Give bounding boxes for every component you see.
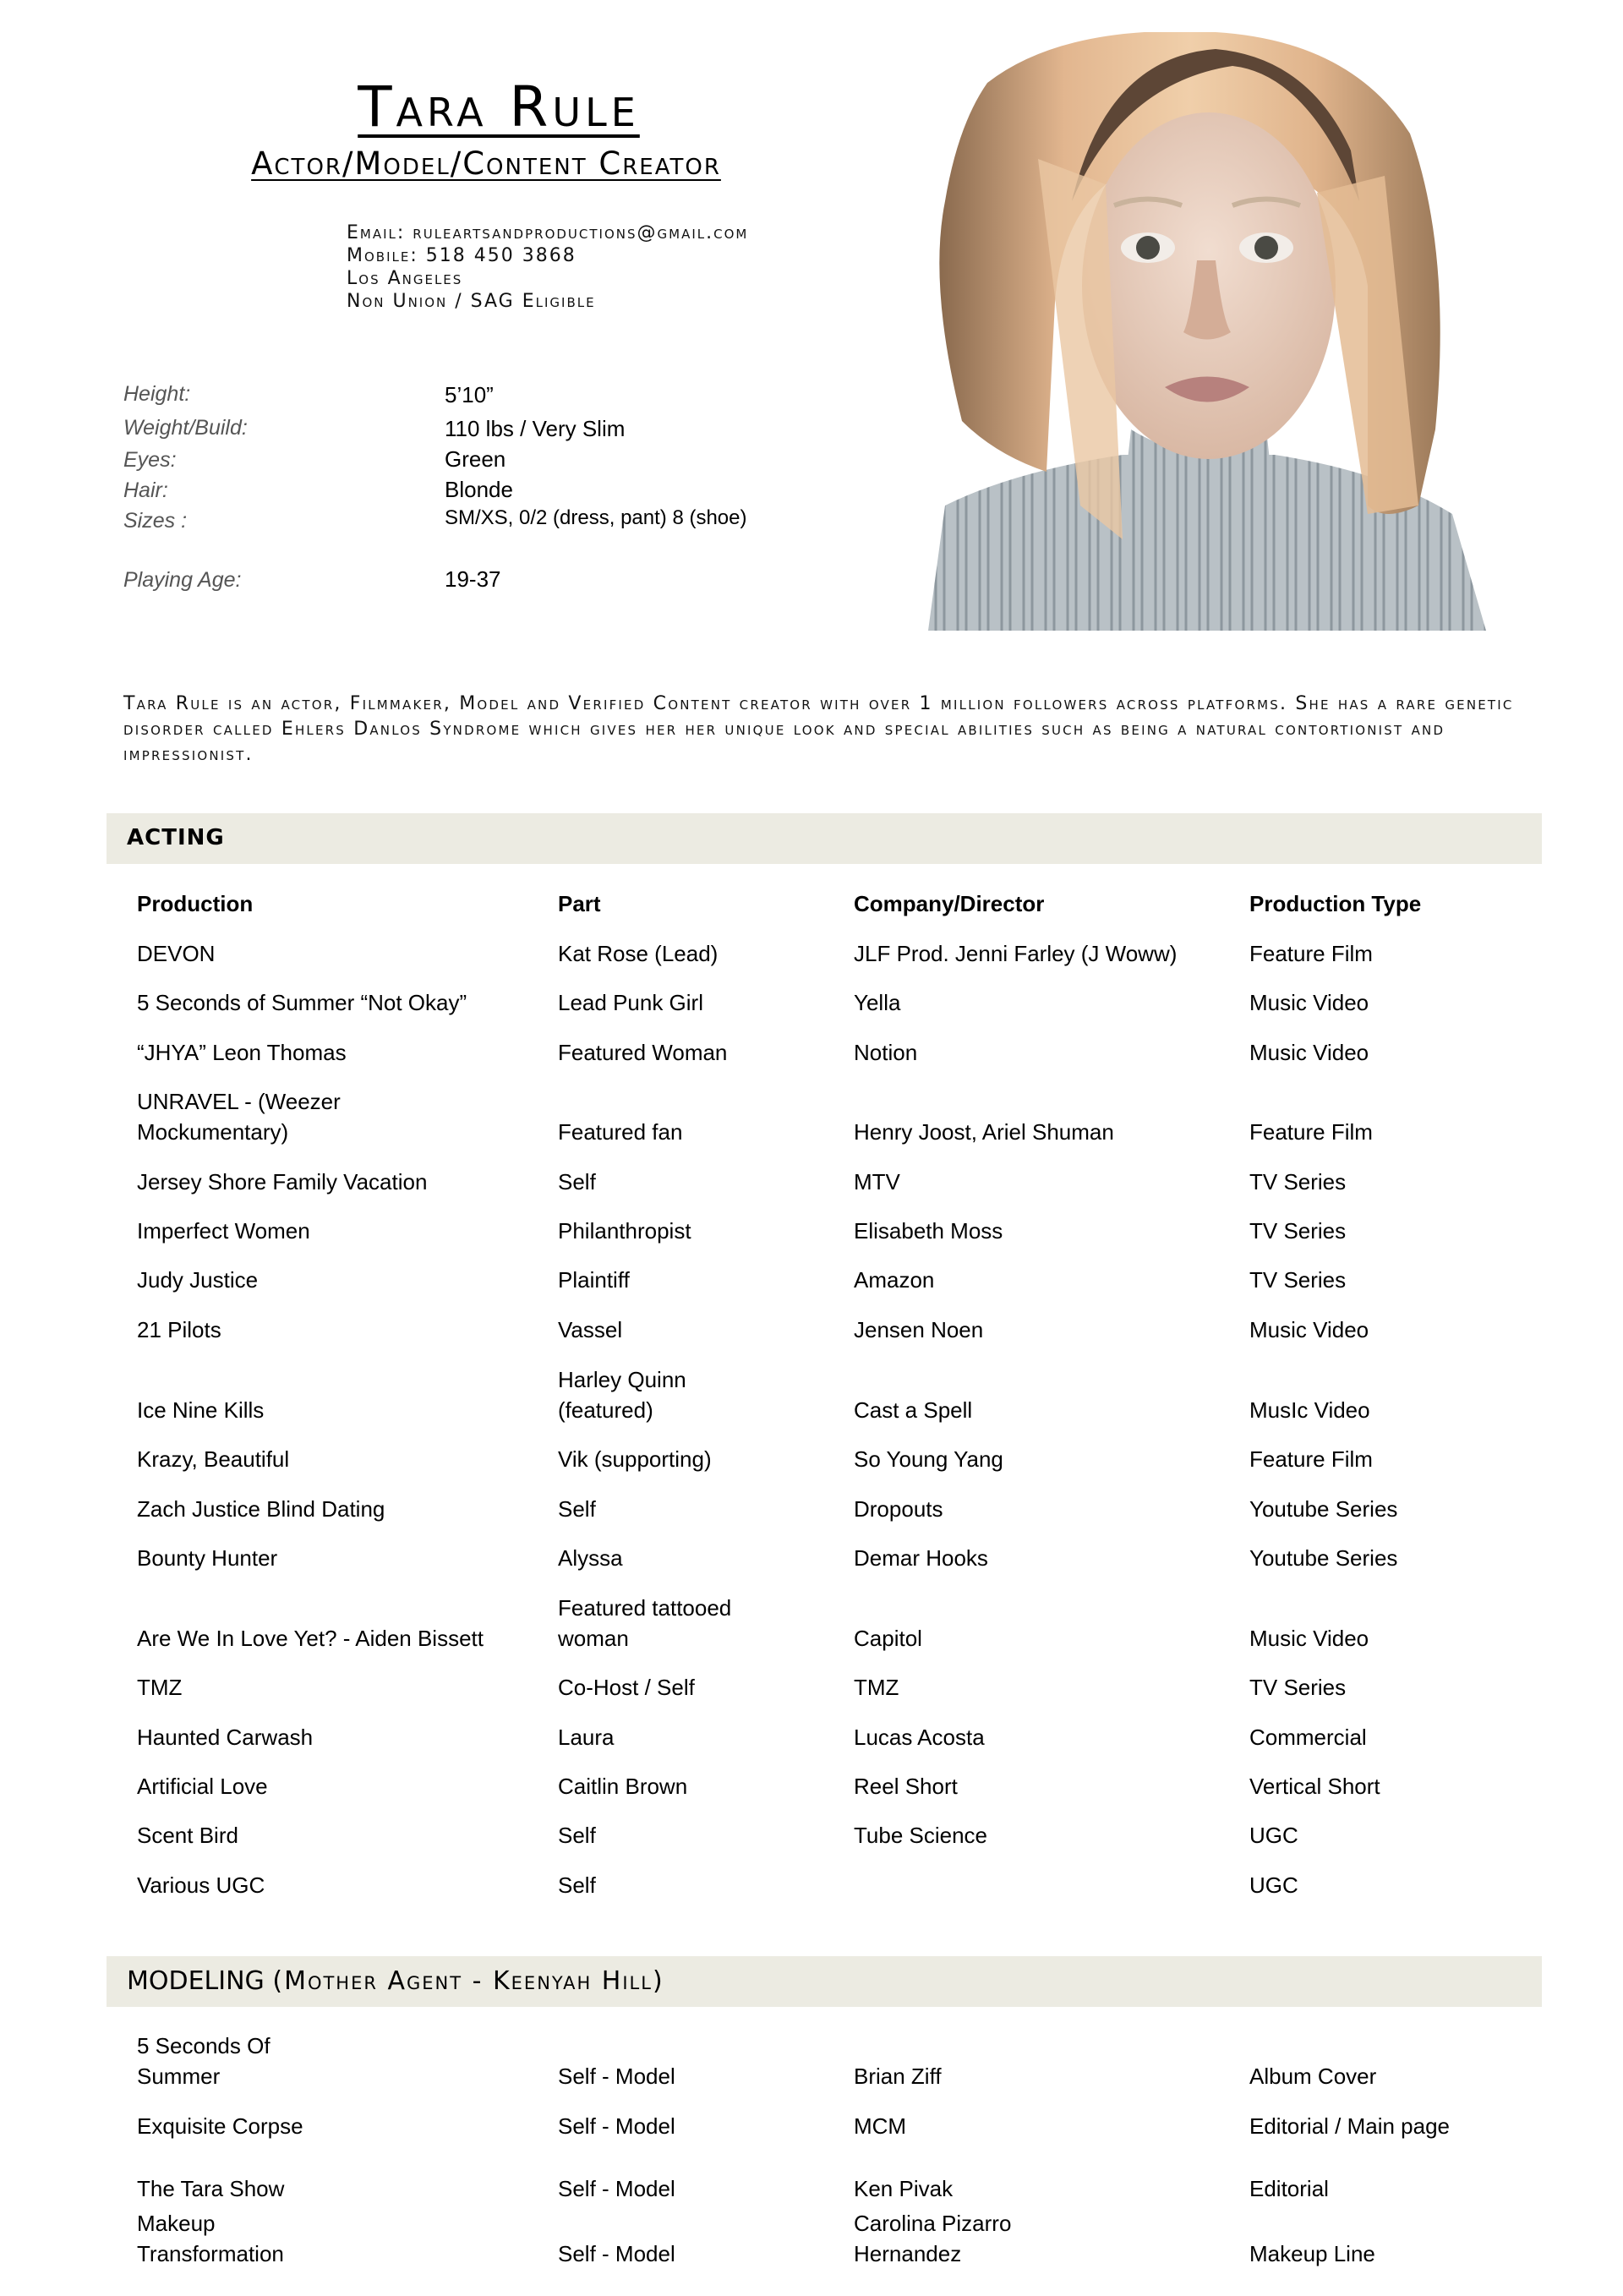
- column-header-production: Production: [137, 891, 254, 916]
- attr-label-weight: Weight/Build:: [123, 416, 248, 440]
- cell-company-director: Notion: [854, 1040, 918, 1065]
- cell-company-director: Yella: [854, 990, 901, 1015]
- cell-company-director: Jensen Noen: [854, 1317, 984, 1342]
- cell-production-type: Commercial: [1249, 1725, 1367, 1750]
- cell-production: TMZ: [137, 1675, 183, 1700]
- cell-production: Ice Nine Kills: [137, 1397, 265, 1423]
- cell-part: Self: [558, 1872, 596, 1898]
- cell-production: DEVON: [137, 941, 216, 966]
- cell-company-director: Ken Pivak: [854, 2176, 954, 2201]
- cell-part: Alyssa: [558, 1545, 623, 1571]
- cell-production: UNRAVEL - (Weezer Mockumentary): [137, 1089, 341, 1145]
- cell-production-type: Music Video: [1249, 1317, 1369, 1342]
- cell-production: Krazy, Beautiful: [137, 1446, 290, 1472]
- cell-company-director: Elisabeth Moss: [854, 1218, 1003, 1244]
- cell-part: Caitlin Brown: [558, 1774, 688, 1799]
- modeling-section-title: [127, 1966, 664, 1996]
- headshot-photo: [911, 32, 1486, 631]
- cell-company-director: Carolina Pizarro Hernandez: [854, 2211, 1012, 2266]
- cell-company-director: Reel Short: [854, 1774, 958, 1799]
- attr-label-height: Height:: [123, 382, 191, 406]
- cell-part: Vassel: [558, 1317, 623, 1342]
- attr-value-hair: Blonde: [445, 477, 513, 502]
- cell-production: Haunted Carwash: [137, 1725, 314, 1750]
- cell-production-type: Music Video: [1249, 1626, 1369, 1651]
- cell-production: Bounty Hunter: [137, 1545, 278, 1571]
- cell-production: “JHYA” Leon Thomas: [137, 1040, 347, 1065]
- cell-production-type: TV Series: [1249, 1267, 1347, 1293]
- modeling-title-main: MODELING: [127, 1966, 265, 1996]
- attr-value-weight: 110 lbs / Very Slim: [445, 416, 626, 441]
- attr-label-hair: Hair:: [123, 478, 168, 502]
- cell-company-director: MCM: [854, 2113, 907, 2139]
- contact-union-status: Non Union / SAG Eligible: [347, 291, 596, 312]
- cell-production-type: Youtube Series: [1249, 1496, 1398, 1522]
- cell-company-director: JLF Prod. Jenni Farley (J Woww): [854, 941, 1178, 966]
- cell-production: Imperfect Women: [137, 1218, 310, 1244]
- acting-section-header: [107, 813, 1542, 864]
- cell-part: Featured fan: [558, 1119, 683, 1145]
- contact-mobile: Mobile: 518 450 3868: [347, 245, 577, 266]
- cell-part: Philanthropist: [558, 1218, 691, 1244]
- cell-production-type: Feature Film: [1249, 1119, 1373, 1145]
- cell-company-director: Demar Hooks: [854, 1545, 988, 1571]
- cell-company-director: Brian Ziff: [854, 2064, 942, 2089]
- cell-production-type: Music Video: [1249, 990, 1369, 1015]
- cell-production-type: Feature Film: [1249, 941, 1373, 966]
- cell-production: Are We In Love Yet? - Aiden Bissett: [137, 1626, 484, 1651]
- cell-company-director: Dropouts: [854, 1496, 943, 1522]
- resume-subtitle: [0, 145, 972, 182]
- headshot-image-icon: [911, 32, 1486, 631]
- cell-production: The Tara Show: [137, 2176, 285, 2201]
- cell-production: Makeup Transformation: [137, 2211, 284, 2266]
- cell-production-type: Album Cover: [1249, 2064, 1377, 2089]
- cell-production-type: UGC: [1249, 1823, 1298, 1848]
- cell-part: Lead Punk Girl: [558, 990, 703, 1015]
- cell-part: Featured tattooed woman: [558, 1595, 732, 1651]
- cell-production: Various UGC: [137, 1872, 265, 1898]
- cell-production: Jersey Shore Family Vacation: [137, 1169, 428, 1194]
- cell-production: Artificial Love: [137, 1774, 268, 1799]
- cell-part: Co-Host / Self: [558, 1675, 695, 1700]
- acting-section-title: ACTING: [127, 825, 225, 850]
- cell-production: Zach Justice Blind Dating: [137, 1496, 385, 1522]
- cell-production-type: MusIc Video: [1249, 1397, 1370, 1423]
- attr-value-eyes: Green: [445, 446, 506, 472]
- attr-value-sizes: SM/XS, 0/2 (dress, pant) 8 (shoe): [445, 506, 747, 529]
- subtitle-text: Actor/Model/Content Creator: [251, 145, 721, 182]
- cell-part: Self: [558, 1823, 596, 1848]
- cell-company-director: Amazon: [854, 1267, 935, 1293]
- cell-part: Self - Model: [558, 2176, 675, 2201]
- contact-block: [347, 221, 748, 313]
- cell-part: Self: [558, 1496, 596, 1522]
- cell-company-director: Cast a Spell: [854, 1397, 973, 1423]
- cell-production: 21 Pilots: [137, 1317, 221, 1342]
- cell-part: Plaintiff: [558, 1267, 630, 1293]
- cell-production: Scent Bird: [137, 1823, 238, 1848]
- bio-paragraph: Tara Rule is an actor, Filmmaker, Model and Verified Content creator with over 1 million followers across platforms. She has a rare genetic disorder called Ehlers Danlos Syndrome which gives her her unique look and special abilities such as being a natural contortionist and impressionist.: [123, 693, 1514, 765]
- cell-production-type: UGC: [1249, 1872, 1298, 1898]
- cell-production-type: TV Series: [1249, 1218, 1347, 1244]
- cell-production-type: Editorial: [1249, 2176, 1329, 2201]
- column-header-company-director: Company/Director: [854, 891, 1045, 916]
- cell-production-type: Feature Film: [1249, 1446, 1373, 1472]
- attr-value-playing-age: 19-37: [445, 566, 501, 592]
- attr-value-height: 5’10”: [445, 382, 494, 407]
- cell-production: 5 Seconds Of Summer: [137, 2033, 270, 2089]
- cell-production-type: TV Series: [1249, 1169, 1347, 1194]
- cell-company-director: MTV: [854, 1169, 900, 1194]
- cell-production: Judy Justice: [137, 1267, 259, 1293]
- cell-production: 5 Seconds of Summer “Not Okay”: [137, 990, 467, 1015]
- cell-part: Kat Rose (Lead): [558, 941, 719, 966]
- cell-part: Vik (supporting): [558, 1446, 712, 1472]
- attr-label-playing-age: Playing Age:: [123, 568, 242, 592]
- cell-part: Laura: [558, 1725, 615, 1750]
- cell-company-director: Tube Science: [854, 1823, 988, 1848]
- cell-production-type: Youtube Series: [1249, 1545, 1398, 1571]
- attr-label-eyes: Eyes:: [123, 448, 177, 472]
- cell-company-director: Lucas Acosta: [854, 1725, 985, 1750]
- cell-production-type: Makeup Line: [1249, 2241, 1375, 2266]
- name-text: Tara Rule: [358, 74, 640, 139]
- attr-label-sizes: Sizes :: [123, 509, 188, 533]
- cell-production-type: TV Series: [1249, 1675, 1347, 1700]
- cell-part: Self: [558, 1169, 596, 1194]
- cell-production-type: Editorial / Main page: [1249, 2113, 1451, 2139]
- cell-part: Self - Model: [558, 2113, 675, 2139]
- cell-company-director: Henry Joost, Ariel Shuman: [854, 1119, 1114, 1145]
- cell-production: Exquisite Corpse: [137, 2113, 303, 2139]
- modeling-title-agent: (Mother Agent - Keenyah Hill): [272, 1966, 664, 1996]
- cell-part: Self - Model: [558, 2064, 675, 2089]
- cell-production-type: Music Video: [1249, 1040, 1369, 1065]
- cell-company-director: Capitol: [854, 1626, 922, 1651]
- cell-company-director: So Young Yang: [854, 1446, 1003, 1472]
- column-header-part: Part: [558, 891, 601, 916]
- cell-production-type: Vertical Short: [1249, 1774, 1380, 1799]
- cell-part: Self - Model: [558, 2241, 675, 2266]
- resume-name-heading: [0, 74, 997, 139]
- cell-part: Featured Woman: [558, 1040, 728, 1065]
- column-header-production-type: Production Type: [1249, 891, 1422, 916]
- contact-email[interactable]: Email: ruleartsandproductions@gmail.com: [347, 222, 749, 243]
- modeling-section-header: [107, 1956, 1542, 2007]
- contact-location: Los Angeles: [347, 268, 463, 289]
- cell-company-director: TMZ: [854, 1675, 899, 1700]
- cell-part: Harley Quinn (featured): [558, 1367, 686, 1423]
